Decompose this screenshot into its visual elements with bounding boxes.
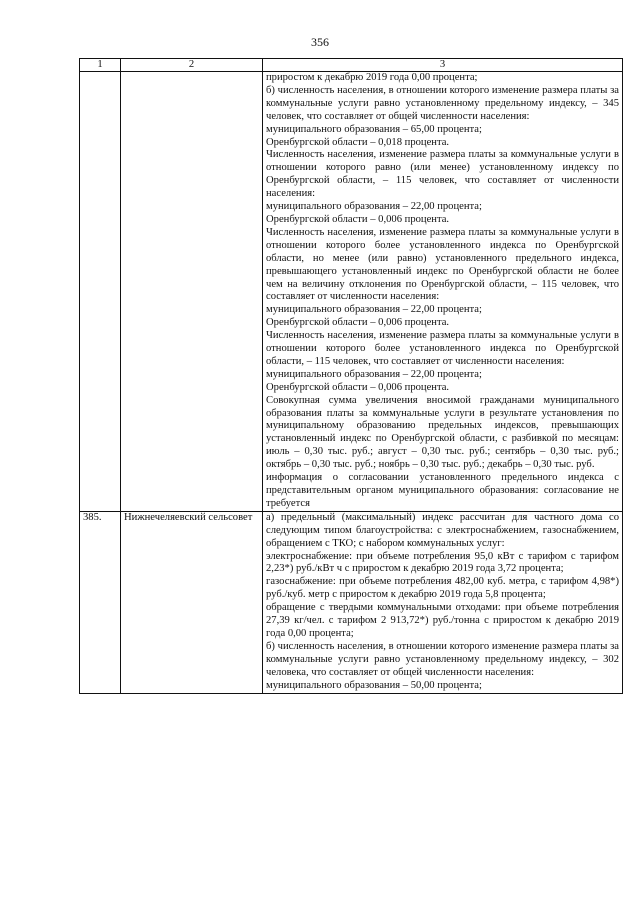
municipality-name: Нижнечеляевский сельсовет xyxy=(121,511,263,693)
table-row xyxy=(80,72,623,512)
paragraph: информация о согласовании установленного предельного индекса с представительным органом муниципального образования: согласование не требуется xyxy=(266,472,619,509)
indicator-text xyxy=(263,72,623,512)
paragraph: Оренбургской области – 0,006 процента. xyxy=(266,381,450,393)
row-number: 385. xyxy=(80,511,121,693)
paragraph: Оренбургской области – 0,018 процента. xyxy=(266,136,450,148)
municipality-name xyxy=(121,72,263,512)
paragraph: газоснабжение: при объеме потребления 482,00 куб. метра, с тарифом 4,98*) руб./куб. метр с приростом к декабрю 2019 года 5,8 процента; xyxy=(266,576,619,601)
paragraph: Оренбургской области – 0,006 процента. xyxy=(266,213,450,225)
paragraph: муниципального образования – 22,00 процента; xyxy=(266,201,482,213)
row-number xyxy=(80,72,121,512)
column-header: 2 xyxy=(121,59,263,72)
column-header: 3 xyxy=(263,59,623,72)
paragraph: муниципального образования – 22,00 процента; xyxy=(266,368,482,380)
page-number: 356 xyxy=(311,35,329,49)
paragraph: б) численность населения, в отношении которого изменение размера платы за коммунальные услуги равно установленному предельному индексу, – 345 человек, что составляет от общей численности населения: xyxy=(266,84,619,122)
paragraph: Численность населения, изменение размера платы за коммунальные услуги в отношении которого равно (или менее) установленному индексу по Оренбургской области, – 115 человек, что составляет от численности населения: xyxy=(266,149,619,200)
document-table xyxy=(79,58,623,694)
table-row xyxy=(80,511,623,693)
paragraph: б) численность населения, в отношении которого изменение размера платы за коммунальные услуги равно установленному предельному индексу, – 302 человека, что составляет от общей численности населения: xyxy=(266,640,619,678)
paragraph: Совокупная сумма увеличения вносимой гражданами муниципального образования платы за коммунальные услуги в результате установления по муниципальному образованию предельных индексов, превышающих установленный индекс по Оренбургской области, с разбивкой по месяцам: июль – 0,30 тыс. руб.; август – 0,30 тыс. руб.; сентябрь – 0,30 тыс. руб.; октябрь – 0,30 тыс. руб.; ноябрь – 0,30 тыс. руб.; декабрь – 0,30 тыс. руб. xyxy=(266,394,619,471)
paragraph: муниципального образования – 65,00 процента; xyxy=(266,123,482,135)
paragraph: а) предельный (максимальный) индекс рассчитан для частного дома со следующим типом благоустройства: с электроснабжением, газоснабжением, обращением с ТКО; с набором коммунальных услуг: xyxy=(266,511,619,549)
table-header-row xyxy=(80,59,623,72)
paragraph: Численность населения, изменение размера платы за коммунальные услуги в отношении которого более установленного индекса по Оренбургской области, но менее (или равно) установленного предельного индекса, превышающего установленный индекс по Оренбургской области не более чем на величину отклонения по Оренбургской области, – 115 человек, что составляет от численности населения: xyxy=(266,226,619,303)
indicator-text xyxy=(263,511,623,693)
paragraph: электроснабжение: при объеме потребления 95,0 кВт с тарифом с тарифом 2,23*) руб./кВт ч с приростом к декабрю 2019 года 3,72 процента; xyxy=(266,550,619,575)
paragraph: муниципального образования – 22,00 процента; xyxy=(266,304,482,316)
column-header: 1 xyxy=(80,59,121,72)
paragraph: муниципального образования – 50,00 процента; xyxy=(266,679,482,691)
paragraph: приростом к декабрю 2019 года 0,00 процента; xyxy=(266,72,478,83)
paragraph: обращение с твердыми коммунальными отходами: при объеме потребления 27,39 кг/чел. с тарифом 2 913,72*) руб./тонна с приростом к декабрю 2019 года 0,00 процента; xyxy=(266,602,619,639)
paragraph: Численность населения, изменение размера платы за коммунальные услуги в отношении которого более установленного индекса по Оренбургской области, – 115 человек, что составляет от численности населения: xyxy=(266,330,619,367)
paragraph: Оренбургской области – 0,006 процента. xyxy=(266,317,450,329)
